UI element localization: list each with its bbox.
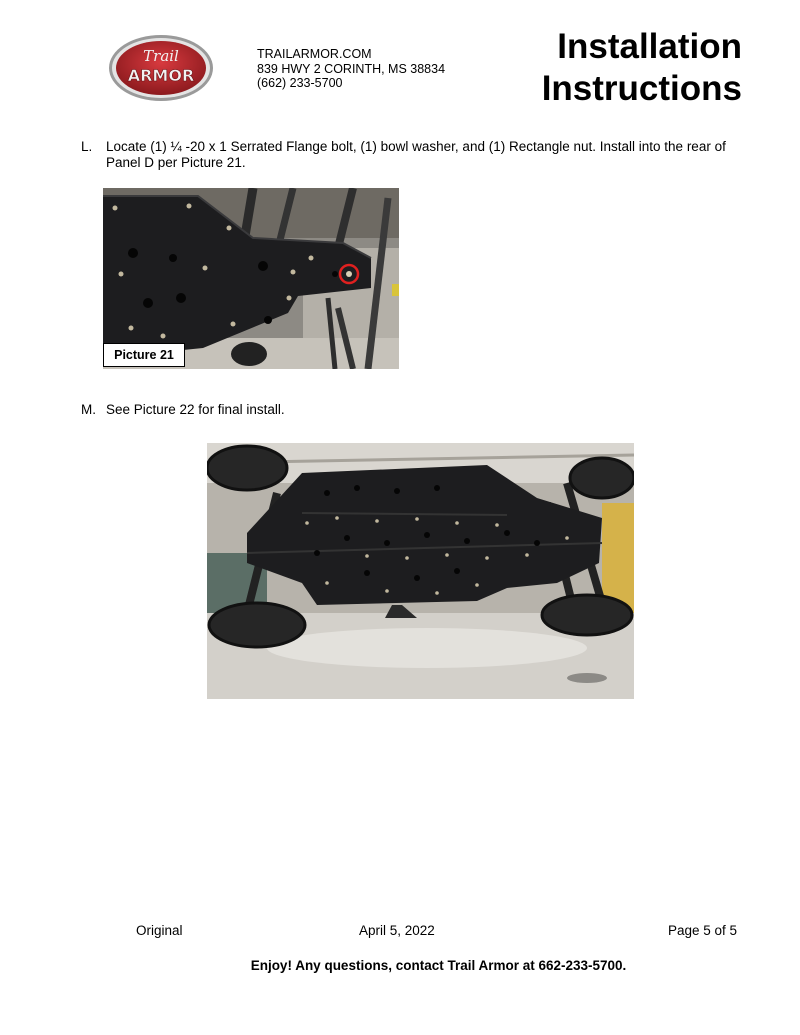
step-l — [81, 139, 761, 179]
footer-revision: Original — [136, 923, 183, 938]
svg-text:Trail: Trail — [143, 47, 179, 65]
footer-contact-note: Enjoy! Any questions, contact Trail Armor at 662-233-5700. — [250, 958, 627, 973]
step-letter: M. — [81, 402, 96, 417]
company-phone: (662) 233-5700 — [257, 76, 343, 90]
trail-armor-logo — [107, 33, 215, 103]
page-title-line2: Instructions — [541, 69, 742, 108]
step-text: See Picture 22 for final install. — [106, 402, 285, 417]
picture-21-caption: Picture 21 — [103, 343, 185, 367]
picture-22-photo — [207, 443, 634, 699]
footer-date: April 5, 2022 — [359, 923, 435, 938]
step-letter: L. — [81, 139, 93, 154]
step-m — [81, 402, 761, 422]
company-website: TRAILARMOR.COM — [257, 47, 372, 61]
page-title — [542, 26, 742, 110]
company-contact-block — [257, 47, 445, 91]
step-text: Locate (1) ¼ -20 x 1 Serrated Flange bolt, (1) bowl washer, and (1) Rectangle nut. Install into the rear of Panel D per Picture 21. — [106, 139, 726, 170]
svg-text:ARMOR: ARMOR — [127, 66, 195, 85]
picture-21-photo — [103, 188, 399, 369]
page-title-line1: Installation — [557, 27, 742, 66]
company-address: 839 HWY 2 CORINTH, MS 38834 — [257, 61, 446, 76]
footer-page-number: Page 5 of 5 — [667, 923, 737, 938]
